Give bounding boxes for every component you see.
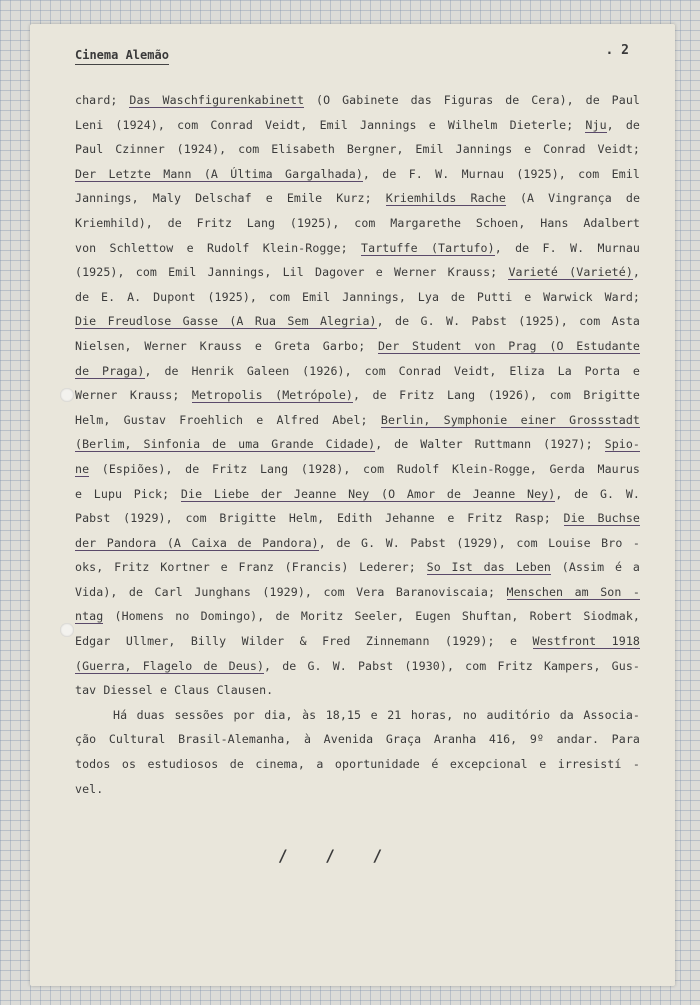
page-number: . 2 <box>605 43 629 58</box>
text-segment: Leni (1924), com Conrad Veidt, Emil Jannings e Wilhelm Dieterle; <box>75 117 586 132</box>
text-segment: (O Gabinete das Figuras de Cera), de Paul <box>304 93 640 107</box>
text-line <box>75 629 640 654</box>
text-segment: e Lupu Pick; <box>75 486 181 501</box>
punch-hole <box>60 388 74 402</box>
text-segment: Jannings, Maly Delschaf e Emile Kurz; <box>75 191 386 206</box>
underlined-film-title: der Pandora (A Caixa de Pandora) <box>75 535 319 550</box>
text-segment: , de <box>606 117 640 132</box>
underlined-film-title: Der Letzte Mann (A Última Gargalhada) <box>75 166 363 181</box>
text-segment: Helm, Gustav Froehlich e Alfred Abel; <box>75 412 381 427</box>
text-segment: (Homens no Domingo), de Moritz Seeler, Eugen Shuftan, Robert Siodmak, <box>103 609 640 624</box>
underlined-film-title: Die Liebe der Jeanne Ney (O Amor de Jeanne Ney) <box>180 486 556 501</box>
underlined-film-title: (Berlim, Sinfonia de uma Grande Cidade) <box>75 437 376 452</box>
text-segment: von Schlettow e Rudolf Klein-Rogge; <box>75 240 362 255</box>
text-line <box>75 211 640 236</box>
underlined-film-title: Berlin, Symphonie einer Grossstadt <box>380 412 640 427</box>
text-segment: Vida), de Carl Junghans (1929), com Vera Baranoviscaia; <box>75 584 507 599</box>
text-segment: ção Cultural Brasil-Alemanha, à Avenida Graça Aranha 416, 9º andar. Para <box>75 732 640 747</box>
text-segment: , de Henrik Galeen (1926), com Conrad Veidt, Eliza La Porta e <box>144 363 640 378</box>
text-line <box>75 162 640 187</box>
underlined-film-title: ne <box>75 461 90 476</box>
underlined-film-title: Das Waschfigurenkabinett <box>129 93 305 107</box>
text-line <box>75 260 640 285</box>
underlined-film-title: (Guerra, Flagelo de Deus) <box>75 658 265 673</box>
underlined-film-title: Westfront 1918 <box>532 634 640 649</box>
text-line <box>75 654 640 679</box>
text-segment: , <box>632 265 640 280</box>
underlined-film-title: Spio- <box>604 437 641 452</box>
text-segment: , de G. W. Pabst (1930), com Fritz Kampers, Gus- <box>264 658 640 673</box>
text-line <box>75 555 640 580</box>
text-segment: , de G. W. Pabst (1929), com Louise Bro - <box>318 535 641 550</box>
text-line <box>75 777 640 802</box>
text-segment: , de G. W. Pabst (1925), com Asta <box>376 314 641 329</box>
text-line <box>75 285 640 310</box>
text-line <box>75 604 640 629</box>
text-line <box>75 113 640 138</box>
underlined-film-title: Die Buchse <box>563 511 640 526</box>
text-segment: Paul Czinner (1924), com Elisabeth Bergner, Emil Jannings e Conrad Veidt; <box>75 142 640 157</box>
underlined-film-title: Metropolis (Metrópole) <box>191 388 354 403</box>
underlined-film-title: ntag <box>75 609 104 624</box>
text-line <box>75 137 640 162</box>
text-segment: Werner Krauss; <box>75 388 192 403</box>
text-segment: , de F. W. Murnau (1925), com Emil <box>362 166 640 181</box>
text-line <box>75 457 640 482</box>
underlined-film-title: Die Freudlose Gasse (A Rua Sem Alegria) <box>75 314 377 329</box>
text-segment: Há duas sessões por dia, às 18,15 e 21 horas, no auditório da Associa- <box>75 707 640 722</box>
text-line <box>75 727 640 752</box>
underlined-film-title: Nju <box>585 117 607 132</box>
text-segment: tav Diessel e Claus Clausen. <box>75 683 274 698</box>
underlined-film-title: So Ist das Leben <box>426 560 551 575</box>
text-segment: chard; <box>75 93 130 107</box>
underlined-film-title: Der Student von Prag (O Estudante <box>378 338 640 353</box>
text-line <box>75 186 640 211</box>
text-segment: , de Walter Ruttmann (1927); <box>375 437 605 452</box>
underlined-film-title: Kriemhilds Rache <box>385 191 506 206</box>
text-segment: Edgar Ullmer, Billy Wilder & Fred Zinnemann (1929); e <box>75 634 533 649</box>
text-segment: Nielsen, Werner Krauss e Greta Garbo; <box>75 338 379 353</box>
text-line <box>75 334 640 359</box>
text-segment: vel. <box>75 781 104 796</box>
text-line <box>75 482 640 507</box>
text-segment: (Espiões), de Fritz Lang (1928), com Rudolf Klein-Rogge, Gerda Maurus <box>89 461 640 476</box>
text-segment: (Assim é a <box>551 560 640 575</box>
underlined-film-title: de Praga) <box>75 363 145 378</box>
text-segment: , de Fritz Lang (1926), com Brigitte <box>353 388 640 403</box>
underlined-film-title: Varieté (Varieté) <box>508 265 633 280</box>
underlined-film-title: Tartuffe (Tartufo) <box>361 240 495 255</box>
text-segment: , de F. W. Murnau <box>494 240 640 255</box>
text-segment: Pabst (1929), com Brigitte Helm, Edith Jehanne e Fritz Rasp; <box>75 511 564 526</box>
text-line <box>75 506 640 531</box>
text-line <box>75 678 640 703</box>
text-segment: , de G. W. <box>555 486 640 501</box>
document-header-title: Cinema Alemão <box>75 48 169 65</box>
document-page <box>30 24 675 986</box>
punch-hole <box>60 623 74 637</box>
text-line <box>75 236 640 261</box>
text-line <box>75 88 640 113</box>
text-line <box>75 309 640 334</box>
text-line <box>75 752 640 777</box>
underlined-film-title: Menschen am Son - <box>506 584 640 599</box>
text-segment: oks, Fritz Kortner e Franz (Francis) Lederer; <box>75 560 427 575</box>
text-segment: (1925), com Emil Jannings, Lil Dagover e Werner Krauss; <box>75 265 509 280</box>
text-line <box>75 408 640 433</box>
text-line <box>75 359 640 384</box>
text-line <box>75 531 640 556</box>
text-segment: todos os estudiosos de cinema, a oportunidade é excepcional e irresistí - <box>75 757 640 772</box>
text-line <box>75 432 640 457</box>
text-line <box>75 703 640 728</box>
end-mark: / / / <box>278 846 397 865</box>
text-line <box>75 383 640 408</box>
document-body <box>75 88 640 801</box>
text-line <box>75 580 640 605</box>
text-segment: (A Vingrança de <box>505 191 641 206</box>
text-segment: de E. A. Dupont (1925), com Emil Jannings, Lya de Putti e Warwick Ward; <box>75 289 640 304</box>
text-segment: Kriemhild), de Fritz Lang (1925), com Margarethe Schoen, Hans Adalbert <box>75 215 640 230</box>
